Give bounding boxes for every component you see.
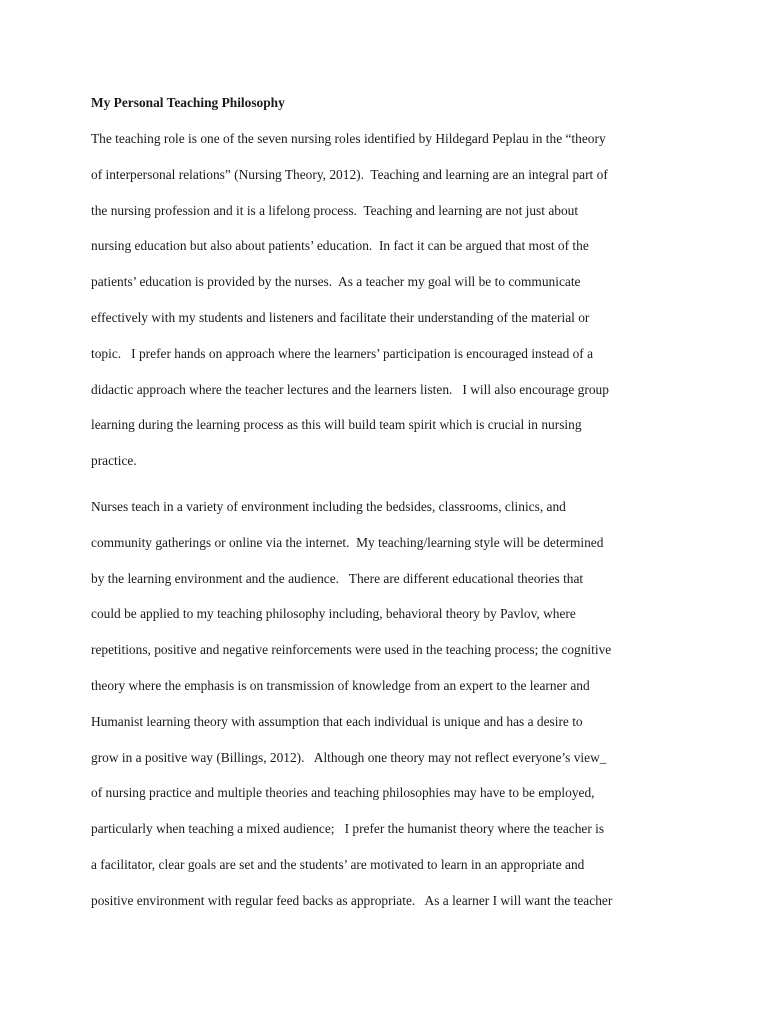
text-line: positive environment with regular feed backs as appropriate. As a learner I will want the teacher bbox=[91, 892, 613, 908]
text-line: repetitions, positive and negative reinforcements were used in the teaching process; the cognitive bbox=[91, 642, 612, 658]
text-line: didactic approach where the teacher lectures and the learners listen. I will also encourage group bbox=[91, 381, 609, 397]
text-line: nursing education but also about patients’ education. In fact it can be argued that most of the bbox=[91, 238, 589, 254]
text-line: theory where the emphasis is on transmission of knowledge from an expert to the learner and bbox=[91, 677, 590, 693]
paragraph-2 bbox=[91, 497, 691, 927]
text-line: grow in a positive way (Billings, 2012). Although one theory may not reflect everyone’s view_ bbox=[91, 749, 607, 765]
text-line: of interpersonal relations” (Nursing Theory, 2012). Teaching and learning are an integral part of bbox=[91, 166, 608, 182]
text-line: practice. bbox=[91, 453, 137, 469]
document-body bbox=[91, 93, 691, 937]
text-line: the nursing profession and it is a lifelong process. Teaching and learning are not just about bbox=[91, 202, 579, 218]
text-line: effectively with my students and listeners and facilitate their understanding of the material or bbox=[91, 309, 590, 325]
text-line: topic. I prefer hands on approach where the learners’ participation is encouraged instead of a bbox=[91, 345, 594, 361]
text-line: The teaching role is one of the seven nursing roles identified by Hildegard Peplau in the “theory bbox=[91, 131, 606, 146]
text-line: could be applied to my teaching philosophy including, behavioral theory by Pavlov, where bbox=[91, 606, 576, 622]
text-line: a facilitator, clear goals are set and the students’ are motivated to learn in an appropriate and bbox=[91, 856, 585, 872]
text-line: Nurses teach in a variety of environment including the bedsides, classrooms, clinics, and bbox=[91, 498, 566, 514]
document-title: My Personal Teaching Philosophy bbox=[91, 95, 285, 110]
paragraph-1 bbox=[91, 129, 691, 487]
text-line: learning during the learning process as this will build team spirit which is crucial in nursing bbox=[91, 417, 582, 433]
text-line: patients’ education is provided by the nurses. As a teacher my goal will be to communicate bbox=[91, 274, 581, 290]
text-line: particularly when teaching a mixed audience; I prefer the humanist theory where the teacher is bbox=[91, 821, 605, 837]
text-line: of nursing practice and multiple theories and teaching philosophies may have to be employed, bbox=[91, 785, 595, 801]
text-line: Humanist learning theory with assumption that each individual is unique and has a desire to bbox=[91, 713, 583, 729]
text-line: by the learning environment and the audience. There are different educational theories that bbox=[91, 570, 584, 586]
text-line: community gatherings or online via the internet. My teaching/learning style will be determined bbox=[91, 534, 604, 550]
